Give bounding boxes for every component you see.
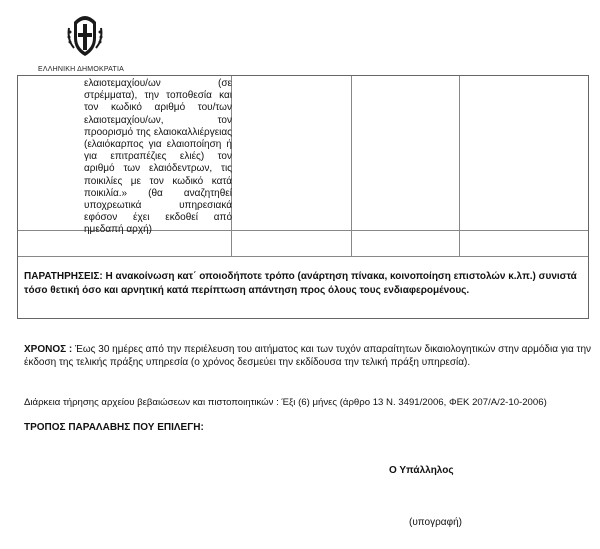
- document-table: [17, 75, 589, 319]
- time-text: Έως 30 ημέρες από την περιέλευση του αιτήματος και των τυχόν απαραίτητων δικαιολογητικών στην αρμόδια για την έκδοση της τελικής πράξης υπηρεσία (ο χρόνος δεσμεύει την εκδίδουσα την τελική πράξη υπηρεσία).: [24, 344, 592, 368]
- greek-coat-of-arms-icon: [66, 12, 104, 58]
- signature-label: (υπογραφή): [409, 517, 462, 528]
- column-divider: [459, 76, 460, 256]
- requirement-cell-text: ελαιοτεμαχίου/ων (σε στρέμματα), την τοποθεσία και τον κωδικό αριθμό του/των ελαιοτεμαχίου/ων, τον προορισμό της ελαιοκαλλιέργειας (ελαιόκαρπος για ελαιοποίηση ή για επιτραπέζιες ελιές) τον αριθμό των ελαιόδεντρων, τις ποικιλίες με τον κωδικό κατά ποικιλία.» (θα αναζητηθεί υποχρεωτικά υπηρεσιακά εφόσον έχει εκδοθεί από ημεδαπή αρχή): [84, 78, 232, 236]
- column-divider: [351, 76, 352, 256]
- republic-label: ΕΛΛΗΝΙΚΗ ΔΗΜΟΚΡΑΤΙΑ: [38, 66, 125, 73]
- time-label: ΧΡΟΝΟΣ :: [24, 344, 73, 355]
- archive-duration-text: Διάρκεια τήρησης αρχείου βεβαιώσεων και πιστοποιητικών : Έξι (6) μήνες (άρθρο 13 Ν. 3491/2006, ΦΕΚ 207/Α/2-10-2006): [24, 397, 547, 408]
- delivery-method-heading: ΤΡΟΠΟΣ ΠΑΡΑΛΑΒΗΣ ΠΟΥ ΕΠΙΛΕΓΗ:: [24, 422, 204, 433]
- remarks-text: ΠΑΡΑΤΗΡΗΣΕΙΣ: Η ανακοίνωση κατ΄ οποιοδήποτε τρόπο (ανάρτηση πίνακα, κοινοποίηση επιστολών κ.λπ.) συνιστά τόσο θετική όσο και αρνητική κατά περίπτωση απάντηση προς όλους τους ενδιαφερομένους.: [24, 271, 577, 296]
- row-divider: [18, 256, 588, 257]
- time-paragraph: [24, 343, 594, 369]
- employee-label: Ο Υπάλληλος: [389, 465, 454, 476]
